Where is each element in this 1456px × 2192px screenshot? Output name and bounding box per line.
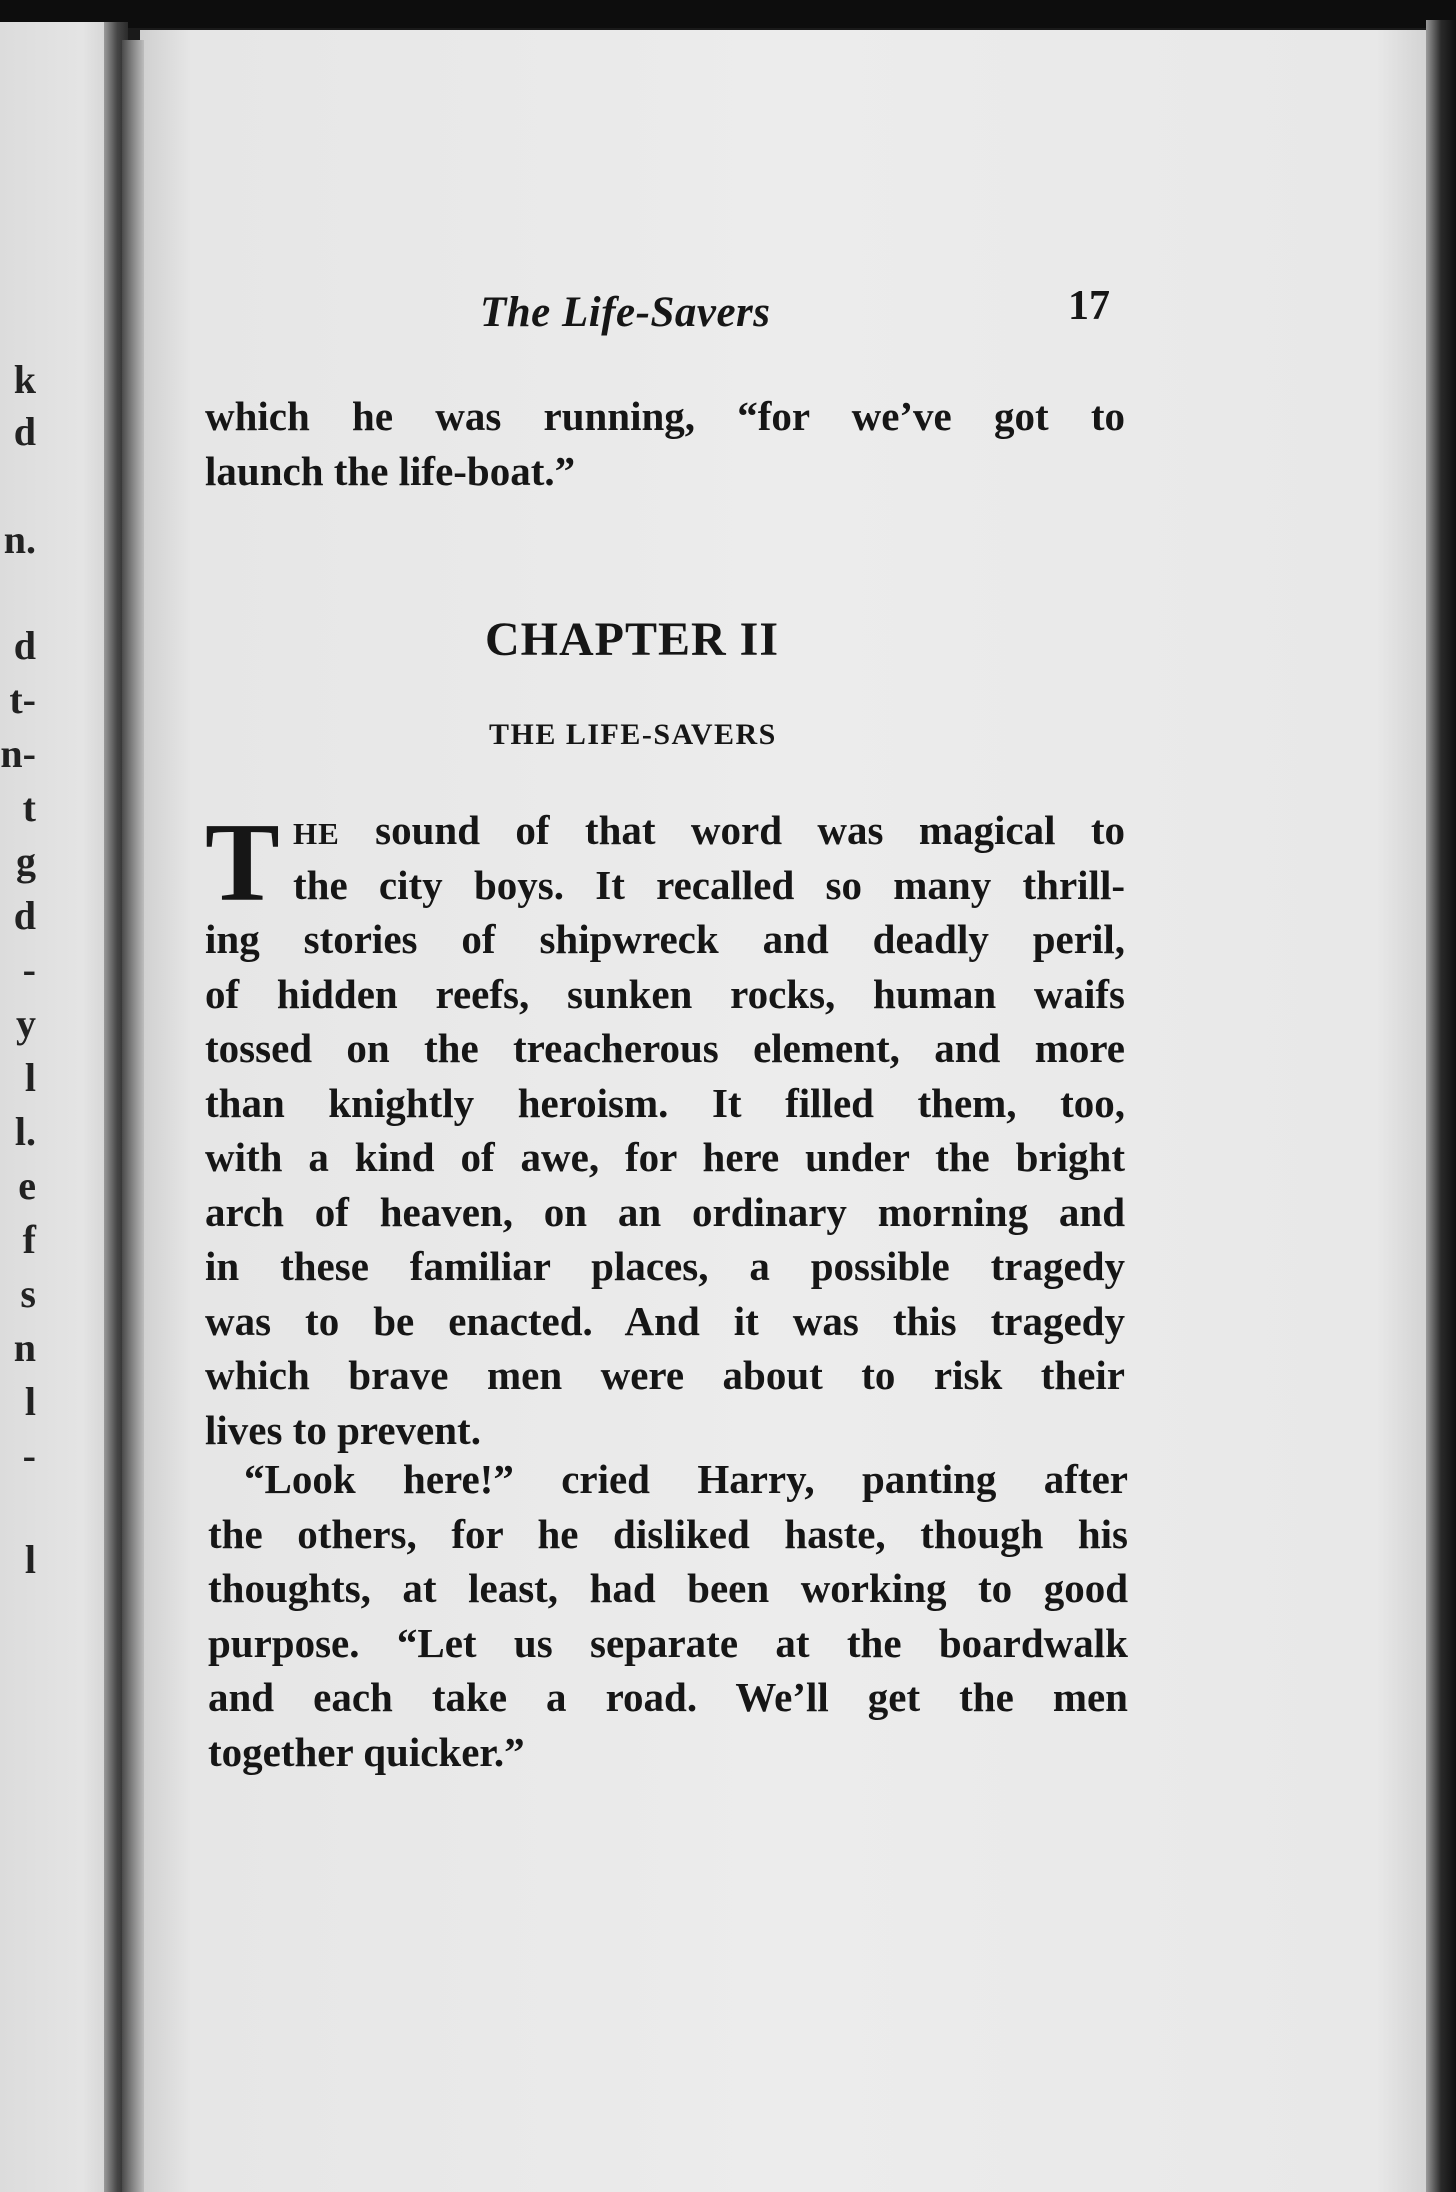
text-line: was to be enacted. And it was this tragedy xyxy=(205,1297,1125,1344)
text-line: thoughts, at least, had been working to good xyxy=(208,1565,1128,1611)
text-line: the city boys. It recalled so many thrill- xyxy=(293,861,1125,908)
small-caps-word: HE xyxy=(293,816,340,851)
chapter-subtitle: THE LIFE-SAVERS xyxy=(489,718,777,751)
drop-cap: T xyxy=(205,801,280,925)
text-line: in these familiar places, a possible tragedy xyxy=(205,1243,1125,1289)
carryover-text xyxy=(205,389,1125,498)
text-line: arch of heaven, on an ordinary morning and xyxy=(205,1188,1125,1235)
chapter-title: CHAPTER II xyxy=(485,613,780,666)
left-fragment: y xyxy=(16,1001,36,1046)
left-fragment: l xyxy=(24,1379,36,1424)
left-fragment: t xyxy=(22,785,36,830)
left-page-text-fragments xyxy=(0,357,40,1660)
text-line: than knightly heroism. It filled them, too, xyxy=(205,1079,1125,1126)
left-fragment: e xyxy=(18,1163,36,1208)
text-line: and each take a road. We’ll get the men xyxy=(208,1674,1128,1720)
left-fragment: g xyxy=(16,839,36,884)
scan-top-edge xyxy=(0,0,1456,28)
text-line: ing stories of shipwreck and deadly peril, xyxy=(205,916,1125,962)
left-fragment: l xyxy=(24,1537,36,1582)
paragraph-1 xyxy=(205,803,1125,1457)
right-page-edge xyxy=(1426,20,1456,2192)
text-line xyxy=(205,803,1125,858)
left-fragment: s xyxy=(20,1271,36,1316)
left-fragment: l xyxy=(24,1055,36,1100)
text-line: lives to prevent. xyxy=(205,1406,481,1453)
line-text: sound of that word was magical to xyxy=(375,807,1125,853)
left-fragment: n- xyxy=(0,731,36,776)
left-fragment: d xyxy=(13,409,36,454)
left-fragment: n xyxy=(13,1325,36,1370)
left-fragment: - xyxy=(22,1433,36,1478)
text-line: of hidden reefs, sunken rocks, human waifs xyxy=(205,970,1125,1017)
left-fragment: d xyxy=(13,623,36,668)
text-line: tossed on the treacherous element, and more xyxy=(205,1025,1125,1071)
text-line: with a kind of awe, for here under the bright xyxy=(205,1134,1125,1180)
left-fragment: - xyxy=(22,947,36,992)
book-gutter xyxy=(122,40,144,2192)
text-line: purpose. “Let us separate at the boardwalk xyxy=(208,1619,1128,1666)
left-fragment: k xyxy=(13,357,36,402)
left-fragment: t- xyxy=(9,677,36,722)
running-header xyxy=(200,283,1120,348)
text-line: the others, for he disliked haste, though his xyxy=(208,1510,1128,1557)
left-fragment: f xyxy=(22,1217,36,1262)
left-fragment: d xyxy=(13,893,36,938)
left-fragment: l. xyxy=(14,1109,36,1154)
text-line: “Look here!” cried Harry, panting after xyxy=(244,1456,1128,1502)
left-fragment: n. xyxy=(3,517,36,562)
text-line: launch the life-boat.” xyxy=(205,447,576,494)
paragraph-2 xyxy=(208,1452,1128,1779)
running-title: The Life-Savers xyxy=(480,289,771,336)
text-line: together quicker.” xyxy=(208,1728,525,1775)
page-number: 17 xyxy=(1068,283,1110,329)
text-line: which brave men were about to risk their xyxy=(205,1352,1125,1398)
text-line: which he was running, “for we’ve got to xyxy=(205,393,1125,439)
